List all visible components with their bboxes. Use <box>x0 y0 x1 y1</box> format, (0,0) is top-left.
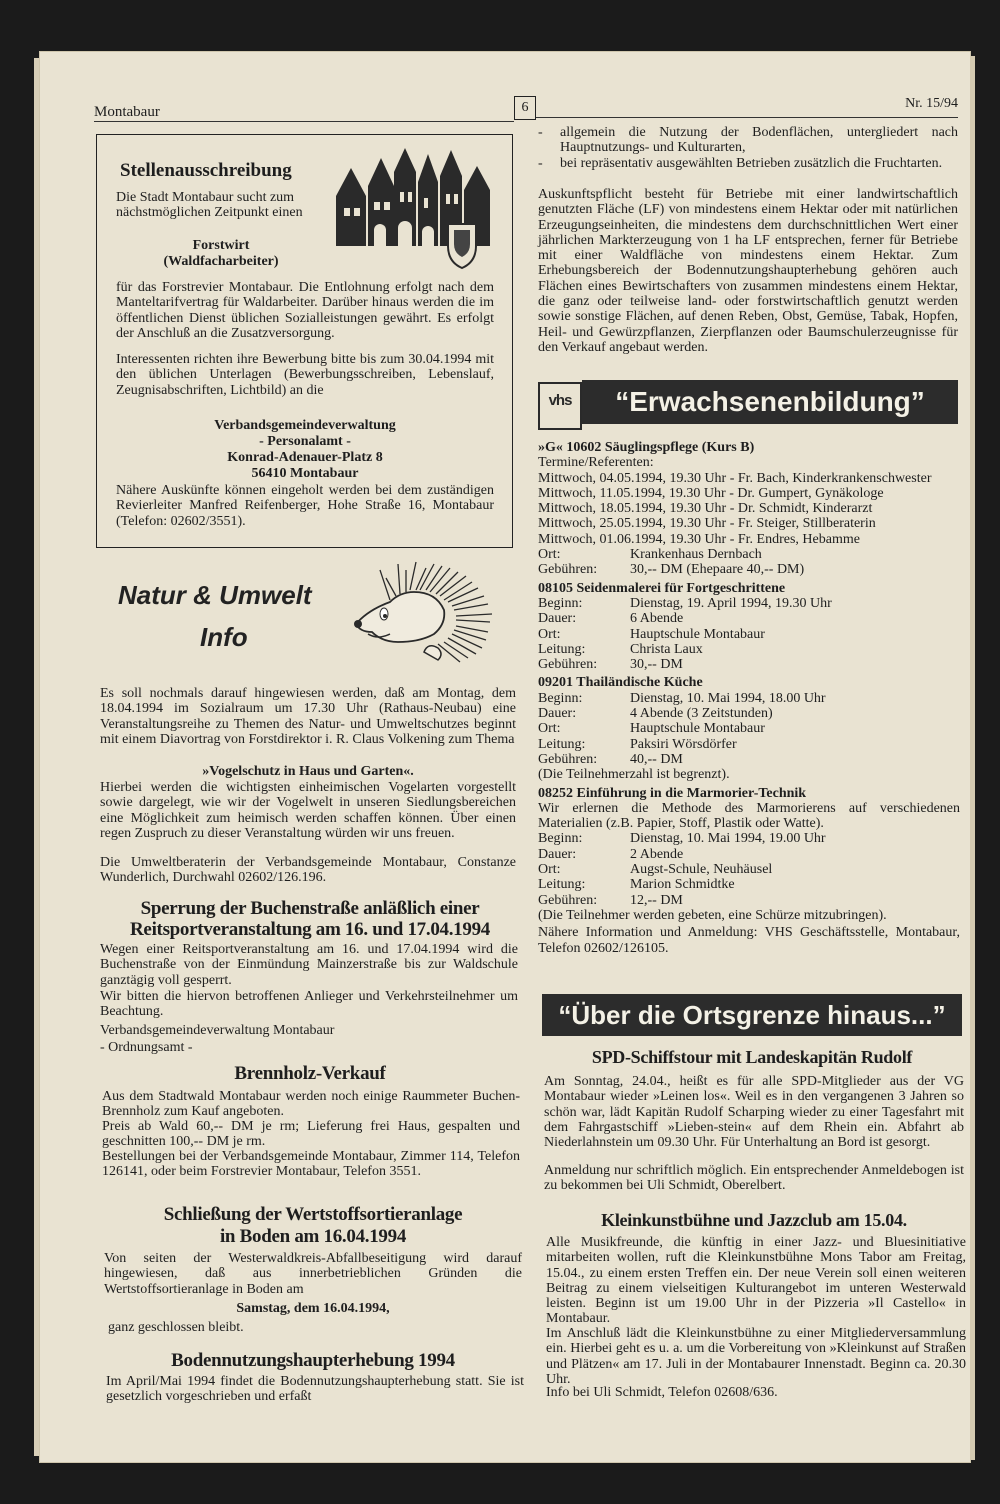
course-list <box>538 440 960 956</box>
sperrung-paragraph-2: Wir bitten die hiervon betroffenen Anlieger und Verkehrsteilnehmer um Beachtung. <box>100 989 518 1020</box>
job-ad-application: Interessenten richten ihre Bewerbung bitte bis zum 30.04.1994 mit den üblichen Unterlagen (Bewerbungsschreiben, Lebenslauf, Zeugnisabschriften, Lichtbild) an die <box>116 352 494 398</box>
boden-title: Bodennutzungshaupterhebung 1994 <box>171 1350 455 1371</box>
spd-paragraph-1: Am Sonntag, 24.04., heißt es für alle SPD-Mitglieder aus der VG Montabaur wieder »Leinen los«. Weil es in den vergangenen 3 Jahren so schön war, lädt Kapitän Rudolf Scharping wieder zu einer Tagesfahrt mit dem Fahrgastschiff »Lieben-stein« auf dem Rhein ein. Abfahrt ab Niederlahnstein um 09.30 Uhr. Für Unterhaltung an Bord ist gesorgt. <box>544 1074 964 1151</box>
job-ad-body: für das Forstrevier Montabaur. Die Entlohnung erfolgt nach dem Manteltarifvertrag für Waldarbeiter. Darüber hinaus werden die im öffentlichen Dienst üblichen Sozialleistungen gewährt. Es erfolgt der Anschluß an die Zusatzversorgung. <box>116 280 494 341</box>
field-label: Ort: <box>538 626 561 642</box>
spd-title: SPD-Schiffstour mit Landeskapitän Rudolf <box>591 1047 913 1067</box>
natur-theme: »Vogelschutz in Haus und Garten«. <box>202 764 414 779</box>
field-value: Marion Schmidtke <box>630 877 735 893</box>
field-label: Dauer: <box>538 846 577 862</box>
field-value: Krankenhaus Dernbach <box>630 547 762 563</box>
field-label: Leitung: <box>538 877 586 893</box>
page-number: 6 <box>514 96 536 120</box>
header-rule-left <box>94 121 514 122</box>
kleinkunst-paragraph-1: Alle Musikfreunde, die künftig in einer Jazz- und Bluesinitiative mitarbeiten wollen, ruft die Kleinkunstbühne Mons Tabor am Freitag, 15.04., zu einem ersten Treffen ein. Der neue Verein soll einen weiteren Beitrag zu einem vielseitigen Kulturangebot im unteren Westerwald leisten. Beginn ist um 19.00 Uhr in der Pizzeria »Il Castello« in Montabaur. <box>546 1235 966 1327</box>
boden-bullet-1: allgemein die Nutzung der Bodenflächen, untergliedert nach Hauptnutzungs- und Kulturarten, <box>560 125 958 156</box>
course-4-description: Wir erlernen die Methode des Marmorierens auf verschiedenen Materialien (z.B. Papier, Stoff, Plastik oder Watte). <box>538 800 960 832</box>
job-title-1: Forstwirt <box>192 238 250 253</box>
erwachsenenbildung-banner: “Erwachsenenbildung” <box>582 380 958 424</box>
course-2-title: 08105 Seidenmalerei für Fortgeschrittene <box>538 580 786 596</box>
field-label: Leitung: <box>538 641 586 657</box>
field-value: 40,-- DM <box>630 751 683 767</box>
natur-paragraph-1: Es soll nochmals darauf hingewiesen werden, daß am Montag, dem 18.04.1994 im Sozialraum um 17.30 Uhr (Rathaus-Neubau) eine Veranstaltungsreihe zu Themen des Natur- und Umweltschutzes beginnt mit einem Diavortrag von Forstdirektor i. R. Claus Volkening zum Thema <box>100 686 516 747</box>
field-label: Gebühren: <box>538 657 598 673</box>
course-3-note: (Die Teilnehmerzahl ist begrenzt). <box>538 767 730 783</box>
course-1-line: Termine/Referenten: <box>538 455 654 471</box>
boden-paragraph: Im April/Mai 1994 findet die Bodennutzungshaupterhebung statt. Sie ist gesetzlich vorgeschrieben und erfaßt <box>106 1374 524 1405</box>
field-value: Dienstag, 19. April 1994, 19.30 Uhr <box>630 595 832 611</box>
course-1-line: Mittwoch, 25.05.1994, 19.30 Uhr - Fr. Steiger, Stillberaterin <box>538 516 876 532</box>
course-1-title: »G« 10602 Säuglingspflege (Kurs B) <box>538 440 755 455</box>
sperrung-signature-2: - Ordnungsamt - <box>100 1040 193 1055</box>
brennholz-paragraph-2: Preis ab Wald 60,-- DM je rm; Lieferung frei Haus, gespalten und geschnitten 100,-- DM je rm. <box>102 1119 520 1150</box>
course-1-line: Mittwoch, 11.05.1994, 19.30 Uhr - Dr. Gumpert, Gynäkologe <box>538 485 884 501</box>
field-label: Gebühren: <box>538 562 598 578</box>
field-label: Leitung: <box>538 736 586 752</box>
course-3-title: 09201 Thailändische Küche <box>538 675 703 691</box>
field-label: Beginn: <box>538 831 583 847</box>
job-ad-title: Stellenausschreibung <box>120 160 292 181</box>
natur-paragraph-3: Die Umweltberaterin der Verbandsgemeinde Montabaur, Constanze Wunderlich, Durchwahl 02602/126.196. <box>100 855 516 886</box>
town-skyline-emblem <box>334 146 494 272</box>
schliessung-title-2: in Boden am 16.04.1994 <box>219 1226 407 1247</box>
field-label: Dauer: <box>538 706 577 722</box>
course-4-note: (Die Teilnehmer werden gebeten, eine Schürze mitzubringen). <box>538 907 887 923</box>
natur-paragraph-2: Hierbei werden die wichtigsten einheimischen Vogelarten vorgestellt sowie dargelegt, wie wir der Vogelwelt in unseren Siedlungsbereichen eine Möglichkeit zum heimisch werden schaffen können. Über einen regen Zuspruch zu dieser Veranstaltung würden wir uns freuen. <box>100 780 516 841</box>
field-value: Hauptschule Montabaur <box>630 721 765 737</box>
hedgehog-icon <box>350 560 495 665</box>
spd-paragraph-2: Anmeldung nur schriftlich möglich. Ein entsprechender Anmeldebogen ist zu bekommen bei Uli Schmidt, Oberelbert. <box>544 1163 964 1194</box>
address-line-3: Konrad-Adenauer-Platz 8 <box>227 450 383 465</box>
schliessung-paragraph-1: Von seiten der Westerwaldkreis-Abfallbeseitigung wird darauf hingewiesen, daß aus innerbetrieblichen Gründen die Wertstoffsortieranlage in Boden am <box>104 1251 522 1297</box>
ortsgrenze-banner: “Über die Ortsgrenze hinaus...” <box>542 994 962 1036</box>
sperrung-title: Sperrung der Buchenstraße anläßlich einer Reitsportveranstaltung am 16. und 17.04.1994 <box>130 898 490 940</box>
field-label: Ort: <box>538 721 561 737</box>
address-line-4: 56410 Montabaur <box>251 466 359 481</box>
field-value: 4 Abende (3 Zeitstunden) <box>630 706 773 722</box>
field-value: 30,-- DM <box>630 657 683 673</box>
natur-title-line-2: Info <box>200 622 248 652</box>
header-issue: Nr. 15/94 <box>905 96 958 111</box>
vhs-logo <box>538 382 582 430</box>
address-line-1: Verbandsgemeindeverwaltung <box>214 418 396 433</box>
field-label: Gebühren: <box>538 751 598 767</box>
header-rule-right <box>536 117 958 118</box>
field-value: Paksiri Wörsdörfer <box>630 736 737 752</box>
field-label: Gebühren: <box>538 892 598 908</box>
header-town: Montabaur <box>94 104 160 120</box>
kleinkunst-paragraph-2: Im Anschluß lädt die Kleinkunstbühne zu einer Mitgliederversammlung ein. Hierbei geht es u. a. um die Vorbereitung von »Kleinkunst auf Straßen und Plätzen« am 17. Juli in der Montabaurer Innenstadt. Beginn ca. 20.30 Uhr. <box>546 1326 966 1387</box>
field-label: Dauer: <box>538 611 577 627</box>
bullet-dash-1: - <box>538 125 543 140</box>
course-1-fee <box>538 562 960 577</box>
schliessung-paragraph-2: ganz geschlossen bleibt. <box>108 1320 244 1335</box>
schliessung-title-1: Schließung der Wertstoffsortieranlage <box>163 1204 463 1225</box>
kleinkunst-paragraph-3: Info bei Uli Schmidt, Telefon 02608/636. <box>546 1385 778 1400</box>
field-label: Beginn: <box>538 595 583 611</box>
job-ad-intro: Die Stadt Montabaur sucht zum nächstmöglichen Zeitpunkt einen <box>116 190 303 221</box>
field-label: Ort: <box>538 547 561 563</box>
brennholz-paragraph-1: Aus dem Stadtwald Montabaur werden noch einige Raummeter Buchen-Brennholz zum Kauf angeboten. <box>102 1089 520 1120</box>
brennholz-paragraph-3: Bestellungen bei der Verbandsgemeinde Montabaur, Zimmer 114, Telefon 126141, oder beim Forstrevier Montabaur, Telefon 3551. <box>102 1149 520 1180</box>
kleinkunst-title: Kleinkunstbühne und Jazzclub am 15.04. <box>601 1210 907 1230</box>
address-line-2: - Personalamt - <box>259 434 351 449</box>
sperrung-signature-1: Verbandsgemeindeverwaltung Montabaur <box>100 1023 335 1038</box>
field-value: 12,-- DM <box>630 892 683 908</box>
brennholz-title: Brennholz-Verkauf <box>234 1063 386 1084</box>
bullet-dash-2: - <box>538 156 543 171</box>
field-value: 2 Abende <box>630 846 684 862</box>
vhs-info: Nähere Information und Anmeldung: VHS Geschäftsstelle, Montabaur, Telefon 02602/126105. <box>538 925 960 956</box>
course-4-title: 08252 Einführung in die Marmorier-Technik <box>538 785 807 801</box>
field-value: Christa Laux <box>630 641 703 657</box>
sperrung-paragraph-1: Wegen einer Reitsportveranstaltung am 16. und 17.04.1994 wird die Buchenstraße von der Einmündung Mainzerstraße bis zur Waldschule ganztägig voll gesperrt. <box>100 942 518 988</box>
course-1-line: Mittwoch, 01.06.1994, 19.30 Uhr - Fr. Endres, Hebamme <box>538 531 860 547</box>
field-label: Beginn: <box>538 690 583 706</box>
field-value: Dienstag, 10. Mai 1994, 18.00 Uhr <box>630 690 826 706</box>
job-ad-contact: Nähere Auskünfte können eingeholt werden bei dem zuständigen Revierleiter Manfred Reifenberger, Hohe Straße 16, Montabaur (Telefon: 02602/3551). <box>116 483 494 529</box>
boden-bullet-2: bei repräsentativ ausgewählten Betrieben zusätzlich die Fruchtarten. <box>560 156 943 171</box>
field-value: Dienstag, 10. Mai 1994, 19.00 Uhr <box>630 831 826 847</box>
paper-edge-right <box>970 56 975 1460</box>
vhs-logo-text: vhs <box>548 392 572 409</box>
field-value: Hauptschule Montabaur <box>630 626 765 642</box>
course-1-ort <box>538 547 960 562</box>
natur-title-line-1: Natur & Umwelt <box>118 580 312 610</box>
field-value: 30,-- DM (Ehepaare 40,-- DM) <box>630 562 805 578</box>
field-label: Ort: <box>538 862 561 878</box>
course-1-line: Mittwoch, 04.05.1994, 19.30 Uhr - Fr. Bach, Kinderkrankenschwester <box>538 470 932 486</box>
job-title-2: (Waldfacharbeiter) <box>163 254 279 269</box>
boden-continued-paragraph: Auskunftspflicht besteht für Betriebe mit einer landwirtschaftlich genutzten Fläche (LF) von mindestens einem Hektar oder mit natürlichen Erzeugungseinheiten, die mindestens dem durchschnittlichen Wert einer jährlichen Markterzeugung von 1 ha LF entsprechen, ferner für Betriebe mit einer Waldfläche von mindestens einem Hektar. Zum Erhebungsbereich der Bodennutzungshaupterhebung gehören auch Flächen eines Bewirtschafters von zusammen mindestens einem Hektar, die ganz oder teilweise land- oder forstwirtschaftlich genutzt werden sowie sonstige Flächen, auf denen Reben, Obst, Gemüse, Tabak, Hopfen, Heil- und Gewürzpflanzen, Zierpflanzen oder Baumschulerzeugnisse für den Verkauf angebaut werden. <box>538 187 958 355</box>
schliessung-date: Samstag, dem 16.04.1994, <box>236 1301 390 1316</box>
field-value: 6 Abende <box>630 611 684 627</box>
course-1-line: Mittwoch, 18.05.1994, 19.30 Uhr - Dr. Schmidt, Kinderarzt <box>538 501 873 517</box>
field-value: Augst-Schule, Neuhäusel <box>630 862 773 878</box>
